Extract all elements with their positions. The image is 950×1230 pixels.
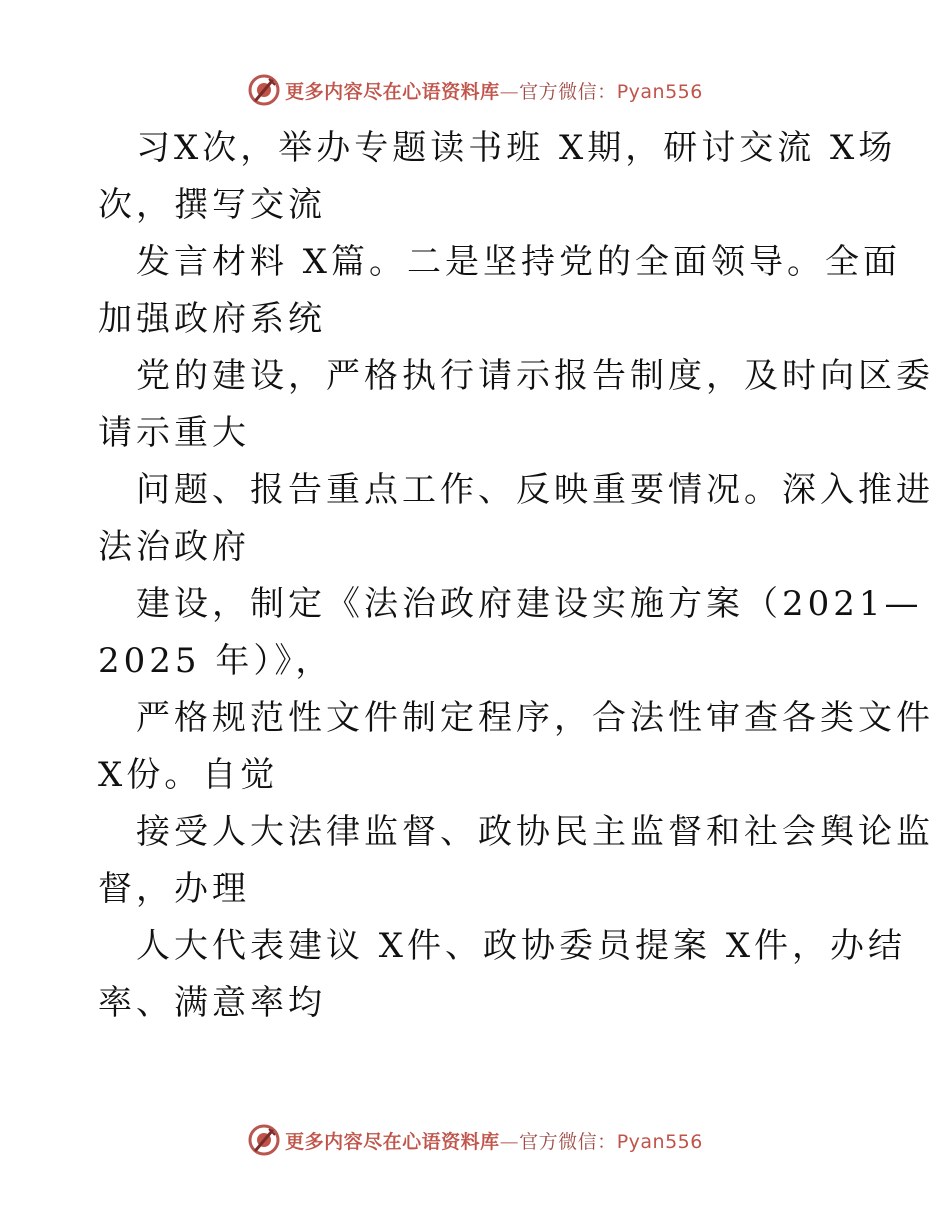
watermark-site-text: 更多内容尽在心语资料库: [285, 1130, 500, 1153]
document-body: [98, 120, 934, 1032]
watermark-separator: —: [499, 80, 520, 103]
watermark-account: Pyan556: [616, 1130, 703, 1153]
body-line: 督，办理: [98, 869, 250, 909]
logo-icon: [247, 73, 281, 107]
body-line: 2025 年）》，: [98, 641, 334, 681]
body-line: X份。自觉: [98, 755, 279, 795]
body-line: 发言材料 X篇。二是坚持党的全面领导。全面: [136, 242, 902, 282]
footer-watermark: [0, 1120, 950, 1160]
body-line: 法治政府: [98, 527, 250, 567]
body-line: 加强政府系统: [98, 299, 326, 339]
body-line: 问题、报告重点工作、反映重要情况。深入推进: [136, 470, 934, 510]
watermark-text: [285, 1127, 703, 1154]
watermark-separator: —: [499, 1130, 520, 1153]
header-watermark: [0, 70, 950, 110]
body-line: 人大代表建议 X件、政协委员提案 X件，办结: [136, 926, 907, 966]
body-line: 建设，制定《法治政府建设实施方案（2021—: [136, 584, 923, 624]
body-line: 次，撰写交流: [98, 185, 326, 225]
watermark-label: 官方微信：: [519, 1130, 617, 1153]
body-line: 严格规范性文件制定程序，合法性审查各类文件: [136, 698, 934, 738]
body-line: 党的建设，严格执行请示报告制度，及时向区委: [136, 356, 934, 396]
watermark-site-text: 更多内容尽在心语资料库: [285, 80, 500, 103]
watermark-text: [285, 77, 703, 104]
body-line: 接受人大法律监督、政协民主监督和社会舆论监: [136, 812, 934, 852]
body-line: 习X次，举办专题读书班 X期，研讨交流 X场: [136, 128, 897, 168]
body-line: 率、满意率均: [98, 983, 326, 1023]
body-line: 请示重大: [98, 413, 250, 453]
watermark-account: Pyan556: [616, 80, 703, 103]
logo-icon: [247, 1123, 281, 1157]
watermark-label: 官方微信：: [519, 80, 617, 103]
